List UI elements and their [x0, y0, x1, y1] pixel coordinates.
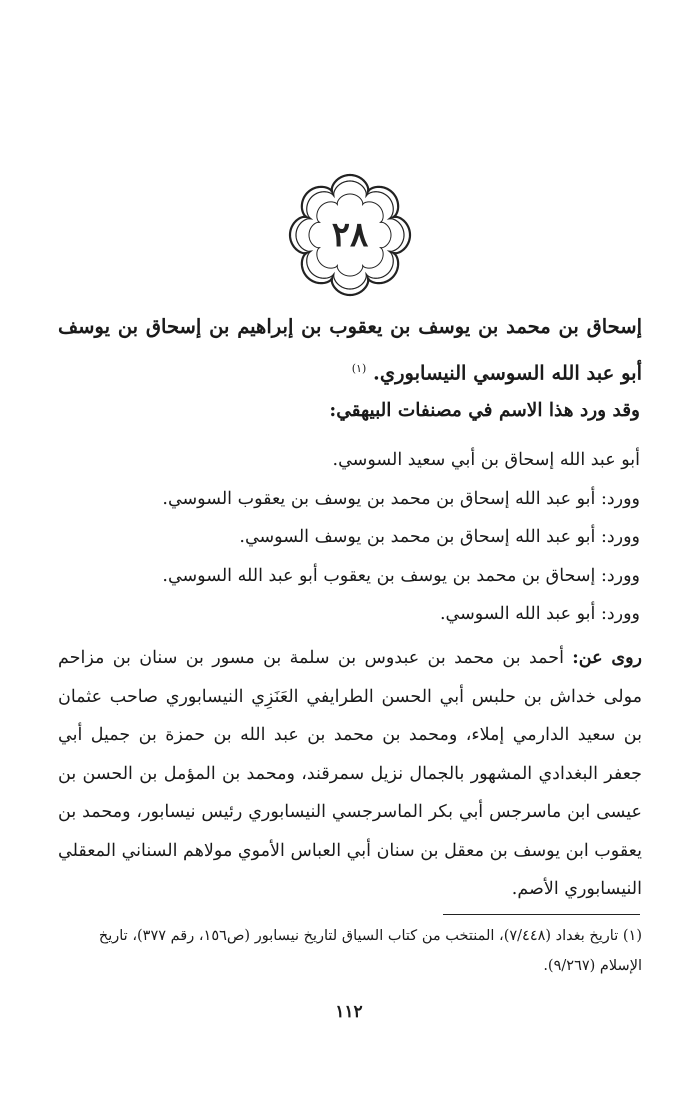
variant-label: وورد: [600, 527, 640, 547]
entry-number: ٢٨ [331, 215, 369, 255]
narrated-text: أحمد بن محمد بن عبدوس بن سلمة بن مسور بن سنان بن مزاحم مولى خداش بن حلبس أبي الحسن الطرايفي العَنَزِي النيسابوري صاحب عثمان بن سعيد الدارمي إملاء، ومحمد بن محمد بن عبد الله بن حمزة بن جميل أبي جعفر البغدادي المشهور بالجمال نزيل سمرقند، ومحمد بن المؤمل بن الحسن بن عيسى ابن ماسرجس أبي بكر الماسرجسي النيسابوري رئيس نيسابور، ومحمد بن يعقوب ابن يوسف بن معقل بن سنان أبي العباس الأموي مولاهم السناني المعقلي النيسابوري الأصم. [58, 648, 642, 899]
variant-label: وورد: [600, 488, 640, 509]
narrated-label: روى عن: [572, 648, 642, 668]
narrated-from-paragraph [58, 639, 642, 909]
entry-heading [58, 306, 642, 395]
variant-line [60, 441, 640, 480]
footnote-ref[interactable]: (١) [351, 362, 367, 375]
name-variants [60, 441, 640, 634]
variant-label: وورد: [600, 604, 640, 624]
variant-line [60, 480, 640, 519]
variant-line [60, 595, 640, 634]
variant-text: أبو عبد الله إسحاق بن أبي سعيد السوسي. [332, 450, 640, 470]
entry-subheading: وقد ورد هذا الاسم في مصنفات البيهقي: [329, 400, 640, 421]
footnote: (١) تاريخ بغداد (٧/٤٤٨)، المنتخب من كتاب السياق لتاريخ نيسابور (ص١٥٦، رقم ٣٧٧)، تاريخ الإسلام (٩/٢٦٧). [98, 928, 642, 974]
entry-number-ornament [287, 173, 413, 297]
variant-line [60, 557, 640, 596]
heading-text: إسحاق بن محمد بن يوسف بن يعقوب بن إبراهيم بن إسحاق بن يوسف أبو عبد الله السوسي النيسابوري. [58, 315, 642, 385]
variant-text: أبو عبد الله السوسي. [439, 604, 596, 624]
variant-text: إسحاق بن محمد بن يوسف بن يعقوب أبو عبد الله السوسي. [162, 565, 596, 586]
variant-text: أبو عبد الله إسحاق بن محمد بن يوسف السوسي. [239, 527, 596, 547]
variant-text: أبو عبد الله إسحاق بن محمد بن يوسف بن يعقوب السوسي. [162, 488, 596, 509]
page-number: ١١٢ [335, 1002, 363, 1022]
variant-label: وورد: [600, 565, 640, 586]
footnote-divider [443, 914, 640, 915]
variant-line [60, 518, 640, 557]
